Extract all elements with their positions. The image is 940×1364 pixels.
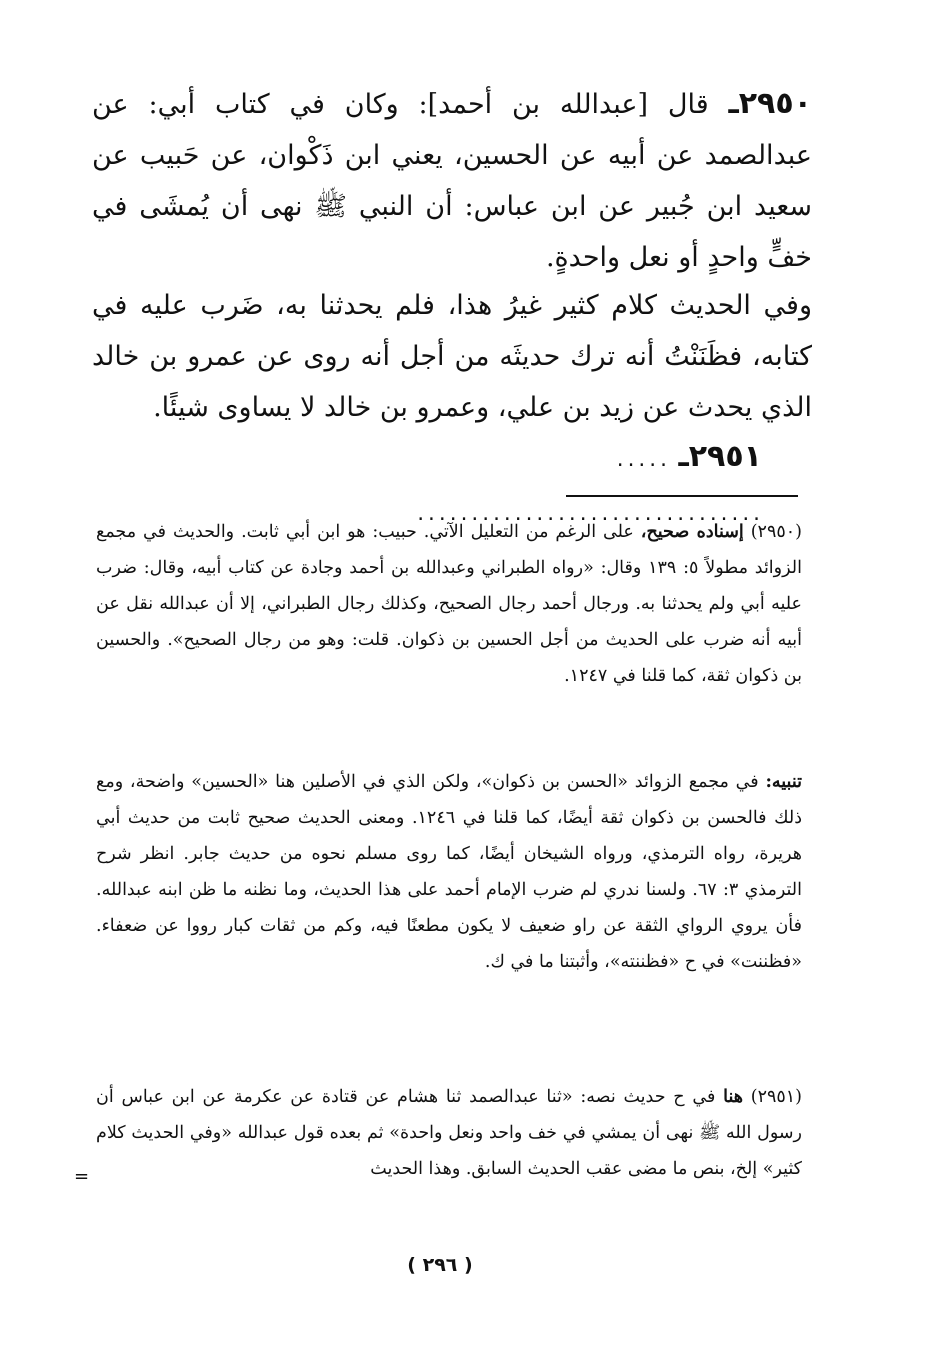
footnote-marker-2951: (٢٩٥١) [750,1087,802,1107]
tanbih-lead: تنبيه: [765,772,802,792]
hadith-2951-ellipsis: ..... [614,450,669,471]
footnote-divider [566,495,798,497]
commentary-paragraph [92,280,812,433]
footnote-lead-2951: هنا [723,1087,743,1107]
footnote-marker-2950: (٢٩٥٠) [750,522,802,542]
footnote-tanbih [96,764,802,980]
hadith-2950-paragraph [92,78,812,283]
page-number: ( ٢٩٦ ) [407,1254,473,1276]
hadith-2951-line [312,432,762,525]
hadith-2950-text: قال [عبدالله بن أحمد]: وكان في كتاب أبي: عن عبدالصمد عن أبيه عن الحسين، يعني ابن ذَكْوان، عن حَبيب عن سعيد ابن جُبير عن ابن عباس: أن النبي ﷺ نهى أن يُمشَى في خفٍّ واحدٍ أو نعل واحدةٍ. [92,89,812,273]
footnote-2950 [96,514,802,694]
continuation-mark: = [74,1166,90,1187]
footnote-text-2951: في ح حديث نصه: «ثنا عبدالصمد ثنا هشام عن قتادة عن عكرمة عن ابن عباس أن رسول الله ﷺ نهى أن يمشي في خف واحد ونعل واحدة» ثم بعده قول عبدالله «وفي الحديث كلام كثير» إلخ، بنص ما مضى عقب الحديث السابق. وهذا الحديث [96,1087,802,1179]
footnote-lead-2950: إسناده صحيح، [640,522,744,542]
hadith-number-2951: ٢٩٥١ـ [678,439,762,474]
hadith-number-2950: ٢٩٥٠ـ [728,86,812,121]
footnote-text-2950: على الرغم من التعليل الآتي. حبيب: هو ابن أبي ثابت. والحديث في مجمع الزوائد مطولاً ٥: ١٣٩ وقال: «رواه الطبراني وعبدالله بن أحمد وجادة عن كتاب أبيه، وقال: ضرب عليه أبي ولم يحدثنا به. ورجال أحمد رجال الصحيح، وكذلك رجال الطبراني، إلا أن عبدالله نقل عن أبيه أنه ضرب على الحديث من أجل الحسين بن ذكوان. قلت: وهو من رجال الصحيح». والحسين بن ذكوان ثقة، كما قلنا في ١٢٤٧. [96,522,802,686]
commentary-text: وفي الحديث كلام كثير غيرُ هذا، فلم يحدثنا به، ضَرب عليه في كتابه، فظَنَنْتُ أنه ترك حديثَه من أجل أنه روى عن عمرو بن خالد الذي يحدث عن زيد بن علي، وعمرو بن خالد لا يساوى شيئًا. [92,290,812,423]
hadith-2951-dots: ................................ [415,504,762,525]
footnote-2951 [96,1079,802,1187]
tanbih-text: في مجمع الزوائد «الحسن بن ذكوان»، ولكن الذي في الأصلين هنا «الحسين» واضحة، ومع ذلك فالحسن بن ذكوان ثقة أيضًا، كما قلنا في ١٢٤٦. ومعنى الحديث صحيح ثابت من حديث أبي هريرة، رواه الترمذي، ورواه الشيخان أيضًا، كما روى مسلم نحوه من حديث جابر. انظر شرح الترمذي ٣: ٦٧. ولسنا ندري لم ضرب الإمام أحمد على هذا الحديث، وما نظنه ما ظن ابنه عبدالله. فأن يروي الرواي الثقة عن راو ضعيف لا يكون مطعنًا فيه، وكم من ثقات كبار رووا عن ضعفاء. «فظننت» في ح «فظننته»، وأثبتنا ما في ك. [96,772,802,972]
